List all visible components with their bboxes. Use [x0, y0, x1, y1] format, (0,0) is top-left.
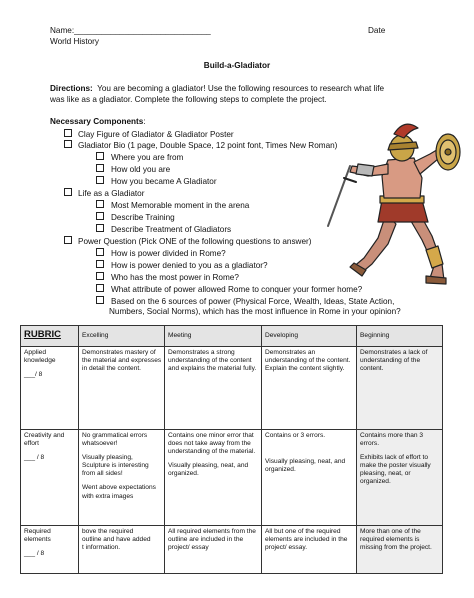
- component-item: [64, 188, 144, 200]
- cell-text: All but one of the required elements are included in the project/ essay.: [265, 528, 348, 552]
- component-item: [64, 236, 311, 248]
- sub-item-label: Most Memorable moment in the arena: [111, 201, 250, 210]
- name-line[interactable]: Name:______________________________: [50, 26, 211, 35]
- sub-item: [96, 248, 226, 260]
- rubric-cell: [79, 430, 165, 526]
- sub-item-label: How is power denied to you as a gladiator?: [111, 261, 268, 270]
- sub-item-label: Who has the most power in Rome?: [111, 273, 239, 282]
- column-header: Developing: [262, 326, 357, 347]
- rubric-table: [20, 325, 443, 574]
- checkbox-icon[interactable]: [96, 164, 104, 172]
- components-heading-colon: :: [143, 117, 146, 126]
- criterion-label: Applied knowledge: [24, 349, 56, 365]
- component-label: Gladiator Bio (1 page, Double Space, 12 point font, Times New Roman): [78, 141, 338, 150]
- checkbox-icon[interactable]: [96, 224, 104, 232]
- checkbox-icon[interactable]: [96, 248, 104, 256]
- cell-text: Exhibits lack of effort to make the poster visually pleasing, neat, or organized.: [360, 454, 431, 486]
- sub-item-label: Describe Training: [111, 213, 175, 222]
- component-label: Clay Figure of Gladiator & Gladiator Poster: [78, 130, 234, 139]
- rubric-cell: [79, 526, 165, 574]
- directions-line-2: was like as a gladiator. Complete the following steps to complete the project.: [50, 95, 327, 104]
- criterion-cell: [21, 430, 79, 526]
- sub-item: [96, 164, 170, 176]
- cell-text: Contains more than 3 errors.: [360, 432, 424, 448]
- rubric-cell: [262, 430, 357, 526]
- criterion-label: Required elements: [24, 528, 51, 544]
- checkbox-icon[interactable]: [64, 236, 72, 244]
- sub-item: [96, 152, 183, 164]
- rubric-cell: [357, 430, 443, 526]
- sub-item: [96, 260, 268, 272]
- sub-item: [96, 200, 249, 212]
- score-field[interactable]: ___/ 8: [24, 371, 43, 379]
- date-label: Date: [368, 26, 386, 35]
- class-label: World History: [50, 37, 99, 46]
- column-header: Excelling: [79, 326, 165, 347]
- checkbox-icon[interactable]: [64, 140, 72, 148]
- checkbox-icon[interactable]: [64, 129, 72, 137]
- cell-text: Demonstrates mastery of the material and expresses in detail the content.: [82, 349, 162, 373]
- cell-text: Visually pleasing, Sculpture is interesting from all sides!: [82, 454, 149, 478]
- cell-text: All required elements from the outline are included in the project/ essay: [168, 528, 256, 552]
- criterion-cell: [21, 347, 79, 430]
- sub-item-label: Describe Treatment of Gladiators: [111, 225, 232, 234]
- checkbox-icon[interactable]: [96, 176, 104, 184]
- cell-text: Contains or 3 errors.: [265, 432, 326, 439]
- sub-item-label: Where you are from: [111, 153, 184, 162]
- component-label: Power Question (Pick ONE of the following questions to answer): [78, 237, 312, 246]
- rubric-title-cell: [21, 326, 79, 347]
- rubric-cell: [165, 347, 262, 430]
- cell-text: No grammatical errors whatsoever!: [82, 432, 148, 448]
- page-title: Build-a-Gladiator: [203, 61, 271, 70]
- sub-item-label: What attribute of power allowed Rome to conquer your former home?: [111, 285, 363, 294]
- rubric-cell: [262, 347, 357, 430]
- cell-text: outline and have added: [82, 536, 151, 544]
- sub-item: [96, 296, 394, 308]
- rubric-cell: [165, 430, 262, 526]
- criterion-cell: [21, 526, 79, 574]
- sub-item-label: How old you are: [111, 165, 171, 174]
- rubric-header-row: [21, 326, 443, 347]
- checkbox-icon[interactable]: [96, 296, 104, 304]
- checkbox-icon[interactable]: [96, 152, 104, 160]
- gladiator-illustration-icon: [322, 118, 464, 288]
- cell-text: Went above expectations with extra images: [82, 484, 156, 500]
- sub-item: [96, 272, 239, 284]
- cell-text: Contains one minor error that does not take away from the understanding of the material.: [168, 432, 256, 456]
- cell-text: t information.: [82, 544, 121, 552]
- table-row: [21, 430, 443, 526]
- component-label: Life as a Gladiator: [78, 189, 145, 198]
- rubric-title: RUBRIC: [24, 329, 61, 341]
- checkbox-icon[interactable]: [96, 212, 104, 220]
- score-field[interactable]: ___ / 8: [24, 454, 45, 462]
- components-heading: [50, 117, 146, 128]
- table-row: [21, 526, 443, 574]
- score-field[interactable]: ___ / 8: [24, 550, 45, 558]
- checkbox-icon[interactable]: [96, 200, 104, 208]
- rubric-cell: [357, 526, 443, 574]
- component-item: [64, 129, 234, 141]
- sub-item: [96, 224, 231, 236]
- sub-item-label: Based on the 6 sources of power (Physical Force, Wealth, Ideas, State Action,: [111, 297, 395, 306]
- checkbox-icon[interactable]: [96, 272, 104, 280]
- sub-item-continuation: Numbers, Social Norms), which has the most influence in Rome in your opinion?: [109, 307, 401, 316]
- cell-text: Demonstrates a strong understanding of the content and explains the material fully.: [168, 349, 257, 373]
- directions-label: Directions:: [50, 84, 93, 93]
- cell-text: Visually pleasing, neat, and organized.: [168, 462, 249, 478]
- cell-text: bove the required: [82, 528, 134, 535]
- sub-item-label: How is power divided in Rome?: [111, 249, 226, 258]
- rubric-cell: [79, 347, 165, 430]
- sub-item: [96, 176, 217, 188]
- sub-item-label: How you became A Gladiator: [111, 177, 217, 186]
- rubric-cell: [357, 347, 443, 430]
- table-row: [21, 347, 443, 430]
- rubric-cell: [165, 526, 262, 574]
- checkbox-icon[interactable]: [96, 284, 104, 292]
- cell-text: Demonstrates a lack of understanding of the content.: [360, 349, 428, 373]
- sub-item: [96, 212, 175, 224]
- components-heading-text: Necessary Components: [50, 117, 144, 126]
- cell-text: More than one of the required elements is missing from the project.: [360, 528, 432, 552]
- cell-text: Visually pleasing, neat, and organized.: [265, 458, 346, 474]
- column-header: Meeting: [165, 326, 262, 347]
- component-item: [64, 140, 337, 152]
- directions: [50, 84, 384, 95]
- criterion-label: Creativity and effort: [24, 432, 65, 448]
- checkbox-icon[interactable]: [96, 260, 104, 268]
- column-header: Beginning: [357, 326, 443, 347]
- cell-text: Demonstrates an understanding of the content. Explain the content slightly.: [265, 349, 351, 373]
- checkbox-icon[interactable]: [64, 188, 72, 196]
- rubric-cell: [262, 526, 357, 574]
- directions-line-1: You are becoming a gladiator! Use the following resources to research what life: [97, 84, 385, 93]
